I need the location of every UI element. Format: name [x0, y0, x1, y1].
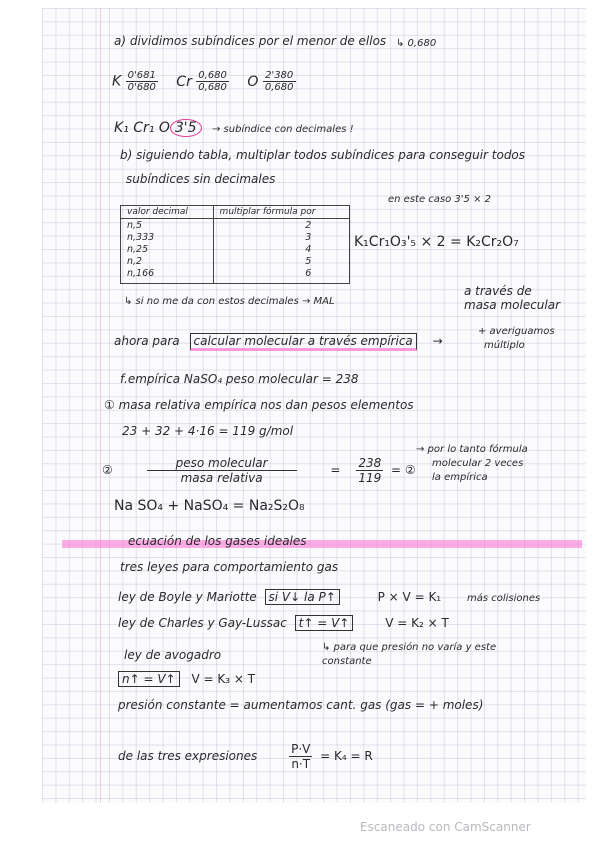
- symbol-k: K: [112, 73, 122, 90]
- line-charles: [118, 616, 449, 630]
- fraction-cr: [196, 70, 229, 93]
- decimal-value: n,25: [127, 244, 149, 255]
- line-avogadro: ley de avogadro: [124, 648, 222, 662]
- factor-value: 2: [305, 220, 312, 231]
- line-sin-decimales: subíndices sin decimales: [126, 172, 276, 186]
- note-decimals: → subíndice con decimales !: [211, 124, 354, 135]
- eq-avogadro: V = K₃ × T: [191, 672, 256, 686]
- denominator: 119: [358, 471, 382, 485]
- numerator: 2'380: [263, 70, 296, 82]
- note-por-lo-tanto: → por lo tanto fórmula: [416, 444, 528, 455]
- numerator: P·V: [291, 742, 311, 756]
- note-constante: constante: [322, 656, 372, 667]
- note-averiguamos: + averiguamos: [478, 326, 555, 337]
- law-boyle-name: ley de Boyle y Mariotte: [118, 590, 257, 604]
- note-este-caso: en este caso 3'5 × 2: [388, 194, 491, 205]
- note-min-value: ↳ 0,680: [396, 38, 437, 49]
- symbol-cr: Cr: [176, 73, 192, 90]
- decimal-value: n,333: [127, 232, 155, 243]
- line-ahora-para: [114, 334, 443, 348]
- numerator: 238: [358, 456, 382, 470]
- fraction-peso-masa: [147, 456, 297, 485]
- line-tres-expresiones: [118, 742, 373, 771]
- factor-value: 5: [305, 256, 312, 267]
- line-presion-constante: presión constante = aumentamos cant. gas (gas = + moles): [118, 698, 484, 712]
- formula-text: K₁ Cr₁ O: [114, 120, 170, 136]
- note-multiplo: múltiplo: [484, 340, 525, 351]
- header-valor-decimal: valor decimal: [121, 206, 214, 219]
- line-divide-subindices: a) dividimos subíndices por el menor de ellos: [114, 34, 387, 48]
- table-row: [121, 219, 350, 284]
- fraction-238-119: [356, 456, 383, 485]
- note-mal: ↳ si no me da con estos decimales → MAL: [124, 296, 335, 307]
- camscanner-watermark: Escaneado con CamScanner: [360, 820, 531, 834]
- boxed-avogadro: n↑ = V↑: [118, 671, 180, 687]
- law-charles-name: ley de Charles y Gay-Lussac: [118, 616, 287, 630]
- decimal-value: n,166: [127, 268, 155, 279]
- decimals-column: [121, 219, 214, 284]
- eq-boyle: P × V = K₁: [377, 590, 442, 604]
- section-title-gases: ecuación de los gases ideales: [128, 534, 307, 548]
- note-la-empirica: la empírica: [432, 472, 488, 483]
- text-ahora-para: ahora para: [114, 334, 180, 348]
- factors-column: [213, 219, 349, 284]
- factor-value: 3: [305, 232, 312, 243]
- fraction-pv-nt: [289, 742, 312, 771]
- numerator: peso molecular: [147, 456, 297, 471]
- denominator: masa relativa: [180, 471, 263, 485]
- line-sum-masses: 23 + 32 + 4·16 = 119 g/mol: [122, 424, 294, 438]
- denominator: n·T: [291, 757, 311, 771]
- circled-subindex: 3'5: [170, 119, 202, 137]
- note-2-veces: molecular 2 veces: [432, 458, 524, 469]
- line-f-empirica: f.empírica NaSO₄ peso molecular = 238: [120, 372, 359, 386]
- equals: =: [330, 463, 341, 477]
- factor-value: 4: [305, 244, 312, 255]
- line-avogadro-eq: [118, 672, 255, 686]
- decimal-value: n,5: [127, 220, 143, 231]
- result-two: = ②: [391, 463, 416, 477]
- note-masa-molecular: masa molecular: [464, 298, 561, 312]
- denominator: 0,680: [198, 82, 227, 93]
- arrow: →: [432, 334, 443, 348]
- line-molecular-formula: Na SO₄ + NaSO₄ = Na₂S₂O₈: [114, 498, 305, 514]
- note-colisiones: más colisiones: [466, 593, 541, 604]
- numerator: 0'681: [127, 70, 156, 81]
- note-presion-no-varia: ↳ para que presión no varía y este: [322, 642, 497, 653]
- table-header-row: [121, 206, 350, 219]
- eq-charles: V = K₂ × T: [385, 616, 449, 630]
- formula-with-decimals: [114, 120, 354, 136]
- calc-k: [112, 70, 296, 93]
- fraction-k: [126, 70, 158, 93]
- denominator: 0,680: [264, 82, 294, 93]
- numerator: 0,680: [198, 70, 227, 81]
- boxed-charles: t↑ = V↑: [295, 615, 354, 631]
- fraction-o: [263, 70, 296, 93]
- decimal-table: [120, 205, 350, 284]
- line-masa-relativa: ① masa relativa empírica nos dan pesos elementos: [104, 398, 414, 412]
- line-siguiendo-tabla: b) siguiendo tabla, multiplar todos subíndices para conseguir todos: [120, 148, 526, 162]
- boxed-calcular-molecular: calcular molecular a través empírica: [190, 333, 417, 351]
- line-boyle: [118, 590, 540, 604]
- decimal-value: n,2: [127, 256, 143, 267]
- line-tres-leyes: tres leyes para comportamiento gas: [120, 560, 339, 574]
- formula-multiplied: K₁Cr₁O₃'₅ × 2 = K₂Cr₂O₇: [354, 234, 519, 250]
- symbol-o: O: [247, 73, 259, 90]
- header-multiplicar: multiplar fórmula por: [213, 206, 349, 219]
- text-tres-expresiones: de las tres expresiones: [118, 749, 258, 763]
- notebook-page: [42, 8, 586, 803]
- step-two-marker: ②: [102, 463, 113, 477]
- note-a-traves: a través de: [464, 284, 532, 298]
- boxed-boyle: si V↓ la P↑: [265, 589, 340, 605]
- line-ratio: [102, 456, 416, 485]
- eq-constant-r: = K₄ = R: [320, 749, 373, 763]
- factor-value: 6: [305, 268, 312, 279]
- denominator: 0'680: [127, 82, 156, 93]
